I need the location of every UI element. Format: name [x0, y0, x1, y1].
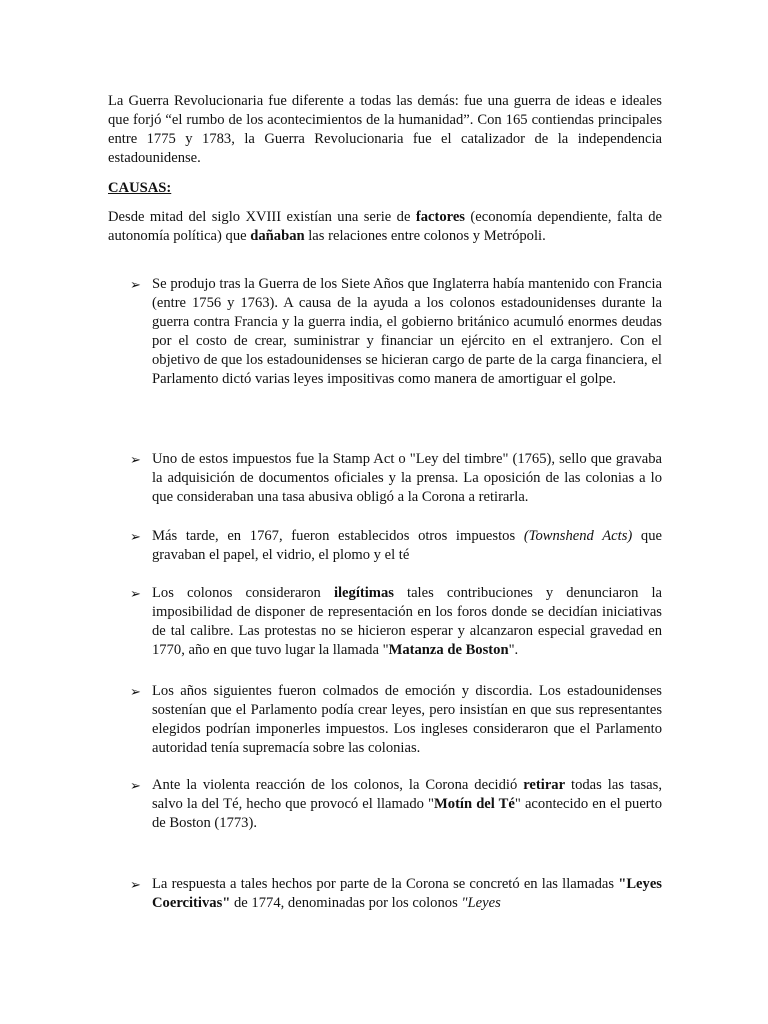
causas-bold-factores: factores — [415, 209, 465, 225]
list-item-text — [152, 527, 662, 565]
text-run: tales contribuciones y denunciaron la imposibilidad de disponer de representación en los foros donde se decidían iniciativas de tal calibre. Las protestas no se hicieron esperar y alcanzaron especial gravedad en 1770, año en que tuvo lugar la llamada " — [152, 585, 663, 658]
list-item-text — [152, 584, 662, 660]
text-run: La respuesta a tales hechos por parte de la Corona se concretó en las llamadas — [152, 876, 619, 892]
bold-matanza-de-boston: Matanza de Boston — [388, 642, 509, 658]
list-item-text: Uno de estos impuestos fue la Stamp Act o "Ley del timbre" (1765), sello que gravaba la adquisición de documentos oficiales y la prensa. La oposición de las colonias a lo que consideraban una tasa abusiva obligó a la Corona a retirarla. — [152, 451, 662, 505]
text-run: " acontecido en el puerto de Boston (1773). — [152, 796, 663, 831]
causas-text-2: (economía dependiente, falta de autonomía política) que — [108, 209, 662, 244]
list-item — [130, 875, 662, 913]
text-run: Más tarde, en 1767, fueron establecidos otros impuestos — [152, 528, 524, 544]
list-item-text: Se produjo tras la Guerra de los Siete Años que Inglaterra había mantenido con Francia (entre 1756 y 1763). A causa de la ayuda a los colonos estadounidenses durante la guerra contra Francia y la guerra india, el gobierno británico acumuló enormes deudas por el costo de crear, suministrar y financiar un ejército en el extranjero. Con el objetivo de que los estadounidenses se hicieran cargo de parte de la carga financiera, el Parlamento dictó varias leyes impositivas como manera de amortiguar el golpe. — [152, 276, 662, 387]
arrow-bullet-icon: ➢ — [130, 277, 141, 292]
section-heading-causas: CAUSAS: — [108, 180, 172, 196]
causas-text-3: las relaciones entre colonos y Metrópoli. — [304, 228, 546, 244]
intro-paragraph: La Guerra Revolucionaria fue diferente a todas las demás: fue una guerra de ideas e ideales que forjó “el rumbo de los acontecimientos de la humanidad”. Con 165 contiendas principales entre 1775 y 1783, la Guerra Revolucionaria fue el catalizador de la independencia estadounidense. — [108, 93, 662, 166]
arrow-bullet-icon: ➢ — [130, 529, 141, 544]
arrow-bullet-icon: ➢ — [130, 778, 141, 793]
causas-paragraph — [108, 208, 662, 246]
text-run: de 1774, denominadas por los colonos — [230, 895, 462, 911]
text-run: Ante la violenta reacción de los colonos, la Corona decidió — [152, 777, 524, 793]
text-run: que gravaban el papel, el vidrio, el plomo y el té — [152, 528, 662, 563]
list-item — [130, 527, 662, 565]
list-item-text: Los años siguientes fueron colmados de emoción y discordia. Los estadounidenses sostenían que el Parlamento podía crear leyes, pero insistían en que sus representantes elegidos podrían imponerles impuestos. Los ingleses consideraron que el Parlamento autoridad tenía supremacía sobre las colonias. — [152, 683, 662, 756]
causas-text-1: Desde mitad del siglo XVIII existían una serie de — [108, 209, 416, 225]
arrow-bullet-icon: ➢ — [130, 452, 141, 467]
arrow-bullet-icon: ➢ — [130, 877, 141, 892]
italic-townshend-acts: (Townshend Acts) — [523, 528, 633, 544]
bold-motin-del-te: Motín del Té — [434, 796, 515, 812]
list-item — [130, 275, 662, 389]
bold-ilegitimas: ilegítimas — [333, 585, 394, 601]
text-run: todas las tasas, salvo la del Té, hecho que provocó el llamado " — [152, 777, 662, 812]
text-run: Los colonos consideraron — [152, 585, 334, 601]
list-item-text — [152, 776, 662, 833]
list-item — [130, 584, 662, 660]
bold-retirar: retirar — [523, 777, 566, 793]
bold-leyes-coercitivas: "Leyes Coercitivas" — [152, 876, 662, 911]
italic-leyes: "Leyes — [461, 895, 501, 911]
causas-bold-danaban: dañaban — [250, 228, 305, 244]
list-item — [130, 450, 662, 507]
list-item — [130, 682, 662, 758]
text-run: ". — [508, 642, 519, 658]
list-item — [130, 776, 662, 833]
list-item-text — [152, 875, 662, 913]
arrow-bullet-icon: ➢ — [130, 586, 141, 601]
arrow-bullet-icon: ➢ — [130, 684, 141, 699]
